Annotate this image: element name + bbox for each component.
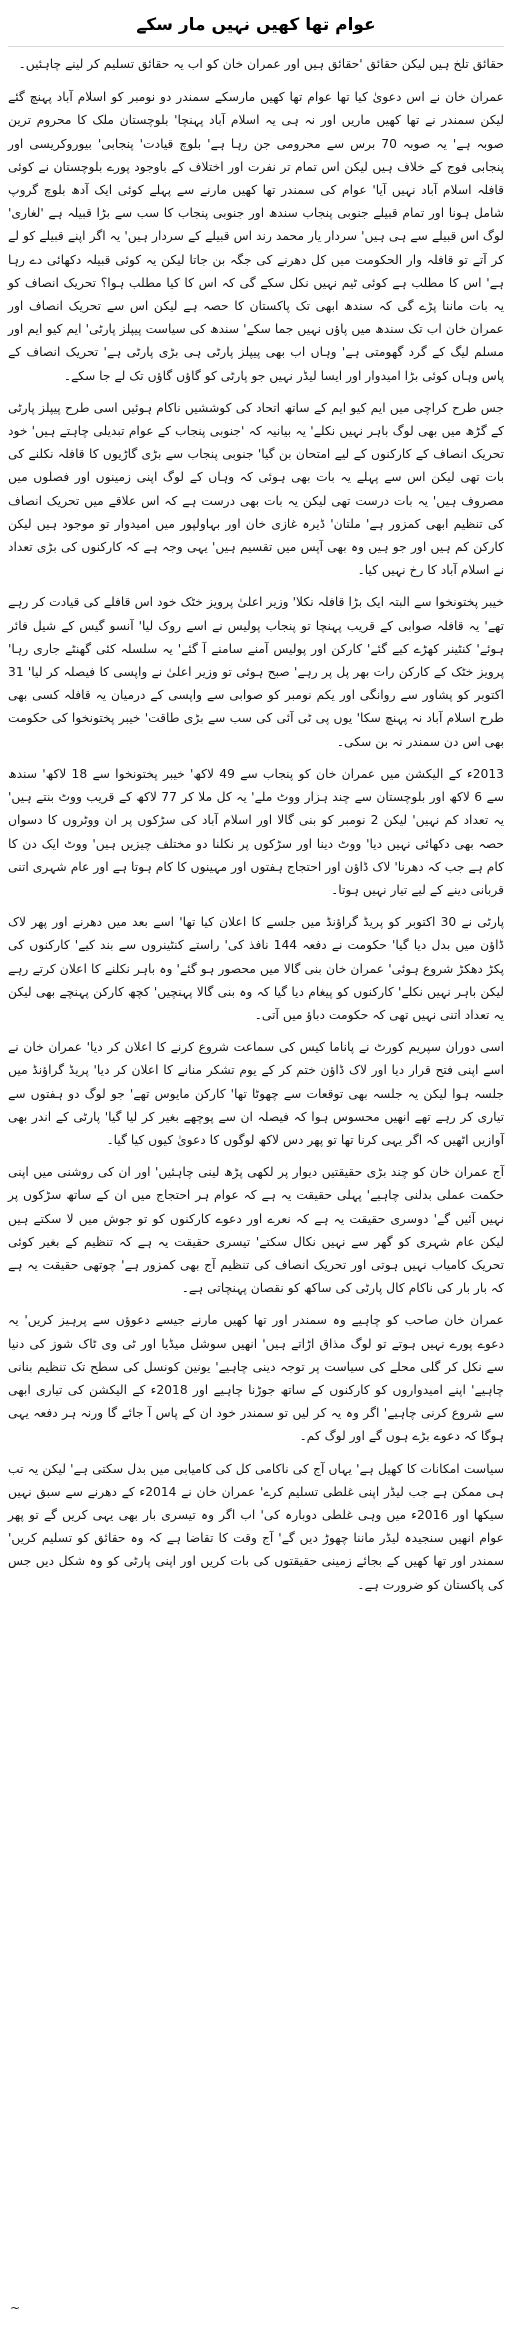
article-paragraph: جس طرح کراچی میں ایم کیو ایم کے ساتھ اتحاد کی کوششیں ناکام ہوئیں اسی طرح پیپلز پارٹی کے گڑھ میں بھی لوگ باہر نہیں نکلے' یہ بیانیہ کہ 'جنوبی پنجاب کے عوام تبدیلی چاہتے ہیں' خود تحریک انصاف کے کارکنوں کے لیے امتحان بن گیا' جنوبی پنجاب سے بڑی گاڑیوں کا قافلہ نکلنے کی بات تھی لیکن اس سے پہلے یہ بات بھی ہوئی کہ وہاں کے لوگ اپنی زمینوں اور فصلوں میں مصروف ہیں' یہ بات درست تھی لیکن یہ بات بھی درست ہے کہ اس علاقے میں تحریک انصاف کی تنظیم ابھی کمزور ہے' ملتان' ڈیرہ غازی خان اور بہاولپور میں امیدوار تو موجود ہیں لیکن کارکن کم ہیں اور جو ہیں وہ بھی آپس میں تقسیم ہیں' یہی وجہ ہے کہ کارکنوں کی بڑی تعداد نے اسلام آباد کا رخ نہیں کیا۔ [8,400,504,578]
article-paragraph: عمران خان نے اس دعویٰ کیا تھا عوام تھا کھیں مارسکے سمندر دو نومبر کو اسلام آباد پہنچ گئے لیکن سمندر نے تھا کھیں ماریں اور نہ ہی یہ اسلام آباد پہنچا' بلوچستان ملک کا محروم ترین صوبہ ہے' یہ صوبہ 70 برس سے محرومی جن رہا ہے' بلوچ قیادت' پنجابی' بیوروکریسی اور پنجابی فوج کے خلاف ہیں لیکن اس تمام تر نفرت اور اختلاف کے باوجود پورے بلوچستان نے کوئی قافلہ اسلام آباد نہیں آیا' عوام کی سمندر تھا کھیں مارنے سے پہلے کوئی ایک آدھ بلوچ گروپ شامل ہونا اور تمام قبیلے جنوبی پنجاب سندھ اور جنوبی پنجاب کا سب سے بڑا قبیلہ ہے 'لغاری' لوگ اس قبیلے سے ہی ہیں' سردار یار محمد رند اس قبیلے کے سردار ہیں' یہ اگر اپنے قبیلے کو لے کر آتے تو قافلہ وار الحکومت میں کل دھرنے کی جگہ بن جاتا لیکن یہ کوئی قبیلہ دکھائی دے رہا ہے' اس کا مطلب ہے کوئی ٹیم نہیں نکل سکے گی کہ اس کا کیا مطلب ہوا؟ تحریک انصاف کو یہ بات ماننا پڑے گی کہ سندھ ابھی تک پاکستان کا حصہ ہے لیکن اس سے تحریک انصاف اور عمران خان اب تک سندھ میں پاؤں نہیں جما سکے' سندھ کی سیاست پیپلز پارٹی' ایم کیو ایم اور مسلم لیگ کے گرد گھومتی ہے' وہاں اب بھی پیپلز پارٹی ہی بڑی پارٹی ہے' تحریک انصاف کے پاس وہاں کوئی بڑا امیدوار اور ایسا لیڈر نہیں جو پارٹی کو گاؤں گاؤں تک لے جا سکے۔ [8,90,505,383]
end-of-article-mark: ~ [10,2301,21,2315]
headline-area [8,6,504,47]
article-paragraph: سیاست امکانات کا کھیل ہے' یہاں آج کی ناکامی کل کی کامیابی میں بدل سکتی ہے' لیکن یہ تب ہی ممکن ہے جب لیڈر اپنی غلطی تسلیم کرے' عمران خان نے 2014ء کے دھرنے سے سبق نہیں سیکھا اور 2016ء میں وہی غلطی دوبارہ کی' اب اگر وہ تیسری بار بھی یہی کریں گے تو پھر عوام انھیں سنجیدہ لیڈر ماننا چھوڑ دیں گے' آج وقت کا تقاضا ہے کہ وہ حقائق کو تسلیم کریں' سمندر اور تھا کھیں کے بجائے زمینی حقیقتوں کی بات کریں اور اپنی پارٹی کو وہ شکل دیں جس کی پاکستان کو ضرورت ہے۔ [8,1461,504,1592]
article-paragraph: 2013ء کے الیکشن میں عمران خان کو پنجاب سے 49 لاکھ' خیبر پختونخوا سے 18 لاکھ' سندھ سے 6 لاکھ اور بلوچستان سے چند ہزار ووٹ ملے' یہ کل ملا کر 77 لاکھ کے قریب ووٹ بنتے ہیں' یہ تعداد کم نہیں' لیکن 2 نومبر کو بنی گالا اور اسلام آباد کی سڑکوں پر ان ووٹروں کا دسواں حصہ بھی دکھائی نہیں دیا' ووٹ دینا اور سڑکوں پر نکلنا دو مختلف چیزیں ہیں' ووٹ ایک دن کا کام ہے جب کہ دھرنا' لاک ڈاؤن اور احتجاج ہفتوں اور مہینوں کا کام ہوتا ہے اور عام شہری اتنی قربانی دینے کے لیے تیار نہیں ہوتا۔ [8,766,505,897]
article-headline: عوام تھا کھیں نہیں مار سکے [136,15,376,36]
article-paragraph: خیبر پختونخوا سے البتہ ایک بڑا قافلہ نکلا' وزیر اعلیٰ پرویز خٹک خود اس قافلے کی قیادت کر رہے تھے' یہ قافلہ صوابی کے قریب پہنچا تو پنجاب پولیس نے اسے روک لیا' آنسو گیس کے شیل فائر ہوئے' کنٹینر کھڑے کیے گئے' کارکن اور پولیس آمنے سامنے آ گئے' یہ سلسلہ کئی گھنٹے جاری رہا' پرویز خٹک کے کارکن رات بھر پل پر رہے' صبح ہوئی تو وزیر اعلیٰ نے واپسی کا فیصلہ کر لیا' 31 اکتوبر کو پشاور سے روانگی اور یکم نومبر کو صوابی سے واپسی کے درمیان یہ قافلہ کسی بھی طرح اسلام آباد نہ پہنچ سکا' یوں پی ٹی آئی کی سب سے بڑی طاقت' خیبر پختونخوا کی حکومت بھی اس دن سمندر نہ بن سکی۔ [8,595,504,749]
article-paragraph: آج عمران خان کو چند بڑی حقیقتیں دیوار پر لکھی پڑھ لینی چاہئیں' اور ان کی روشنی میں اپنی حکمت عملی بدلنی چاہیے' پہلی حقیقت یہ ہے کہ عوام ہر احتجاج میں ان کے ساتھ سڑکوں پر نہیں آئیں گے' دوسری حقیقت یہ ہے کہ نعرے اور دعوے کارکنوں کو تو جوش میں لا سکتے ہیں لیکن عام شہری کو گھر سے نہیں نکال سکتے' تیسری حقیقت یہ ہے کہ تنظیم کے بغیر کوئی تحریک کامیاب نہیں ہوتی اور تحریک انصاف کی تنظیم آج بھی کمزور ہے' چوتھی حقیقت یہ ہے کہ بار بار کی ناکام کال پارٹی کی ساکھ کو نقصان پہنچاتی ہے۔ [8,1165,504,1296]
article-paragraph: اسی دوران سپریم کورٹ نے پاناما کیس کی سماعت شروع کرنے کا اعلان کر دیا' عمران خان نے اسے اپنی فتح قرار دیا اور لاک ڈاؤن ختم کر کے یوم تشکر منانے کا اعلان کر دیا' پریڈ گراؤنڈ میں جلسہ ہوا لیکن یہ جلسہ بھی توقعات سے چھوٹا تھا' کارکن مایوس تھے' جو لوگ دو ہفتوں سے تیاری کر رہے تھے انھیں محسوس ہوا کہ فیصلہ ان سے پوچھے بغیر کر لیا گیا' پارٹی کے اندر بھی آوازیں اٹھیں کہ اگر یہی کرنا تھا تو پھر دس لاکھ لوگوں کا دعویٰ کیوں کیا گیا۔ [8,1040,504,1147]
article-paragraph: عمران خان صاحب کو چاہیے وہ سمندر اور تھا کھیں مارنے جیسے دعوؤں سے پرہیز کریں' یہ دعوے پورے نہیں ہوتے تو لوگ مذاق اڑاتے ہیں' انھیں سوشل میڈیا اور ٹی وی ٹاک شوز کی دنیا سے نکل کر گلی محلے کی سیاست پر توجہ دینی چاہیے' یونین کونسل کی سطح تک تنظیم بنانی چاہیے' اپنے امیدواروں کو کارکنوں کے ساتھ جوڑنا چاہیے اور 2018ء کے الیکشن کی تیاری ابھی سے شروع کرنی چاہیے' اگر وہ یہ کر لیں تو سمندر خود ان کے پاس آ جائے گا ورنہ ہر دفعہ یہی ہوگا کہ دعوے بڑے ہوں گے اور لوگ کم۔ [8,1313,504,1444]
article-paragraph: حقائق تلخ ہیں لیکن حقائق 'حقائق ہیں اور عمران خان کو اب یہ حقائق تسلیم کر لینے چاہئیں۔ [18,57,504,71]
article-body [8,53,504,1597]
article-paragraph: پارٹی نے 30 اکتوبر کو پریڈ گراؤنڈ میں جلسے کا اعلان کیا تھا' اسے بعد میں دھرنے اور پھر لاک ڈاؤن میں بدل دیا گیا' حکومت نے دفعہ 144 نافذ کی' راستے کنٹینروں سے بند کیے' کارکنوں کی پکڑ دھکڑ شروع ہوئی' عمران خان بنی گالا میں محصور ہو گئے' وہ باہر نکلنے کا اعلان کرتے رہے لیکن باہر نہیں نکلے' کارکنوں کو پیغام دیا گیا کہ وہ بنی گالا پہنچیں' کچھ کارکن پہنچے بھی لیکن یہ تعداد اتنی نہیں تھی کہ حکومت دباؤ میں آتی۔ [8,915,504,1022]
